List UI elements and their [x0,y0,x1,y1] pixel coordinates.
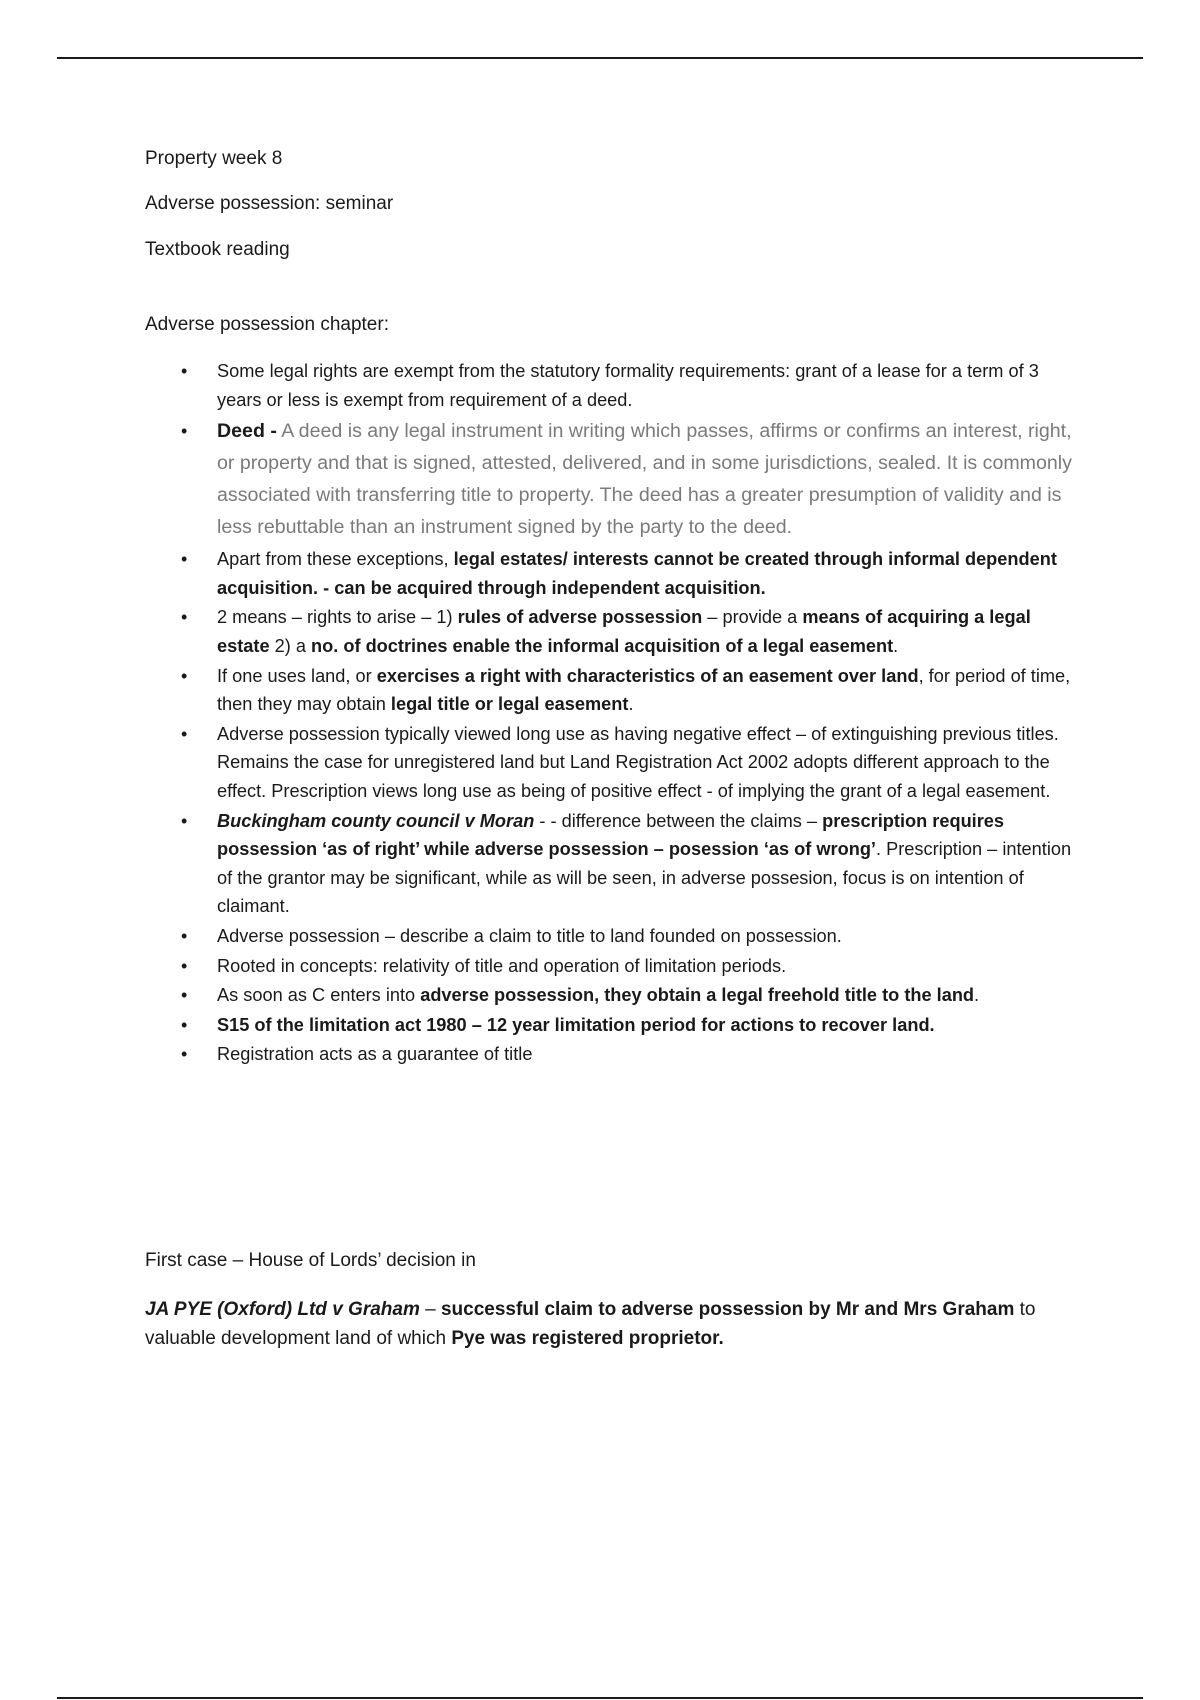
bullet-icon: • [181,607,188,628]
list-item: • Adverse possession typically viewed long use as having negative effect – of extinguishing previous titles. Remains the case for unregistered land but Land Registration Act 2002 adopts different approach to the effect. Prescription views long use as being of positive effect - of implying the grant of a legal easement. [145,720,1087,806]
bullet-icon: • [181,810,188,831]
list-item: • 2 means – rights to arise – 1) rules of adverse possession – provide a means of acquiring a legal estate 2) a no. of doctrines enable the informal acquisition of a legal easement. [145,603,1087,660]
list-item: • As soon as C enters into adverse possession, they obtain a legal freehold title to the land. [145,981,1087,1010]
list-item: • S15 of the limitation act 1980 – 12 year limitation period for actions to recover land. [145,1011,1087,1040]
top-rule [57,57,1143,59]
bullet-icon: • [181,421,188,442]
case-paragraph: JA PYE (Oxford) Ltd v Graham – successful claim to adverse possession by Mr and Mrs Graham to valuable development land of which Pye was registered proprietor. [145,1299,1036,1349]
case-name: JA PYE (Oxford) Ltd v Graham [145,1299,420,1320]
reading-line: Textbook reading [145,239,290,260]
bullet-icon: • [181,361,188,381]
bullet-icon: • [181,549,188,570]
bullet-icon: • [181,1044,188,1065]
list-item: • If one uses land, or exercises a right with characteristics of an easement over land, for period of time, then they may obtain legal title or legal easement. [145,662,1087,719]
bullet-icon: • [181,1014,188,1035]
bullet-list [145,357,1085,1070]
bullet-icon: • [181,665,188,686]
chapter-heading: Adverse possession chapter: [145,314,389,335]
bullet-icon: • [181,723,188,744]
case-intro: First case – House of Lords’ decision in [145,1250,476,1271]
subtitle-line: Adverse possession: seminar [145,193,394,214]
list-item: • Buckingham county council v Moran - - difference between the claims – prescription requires possession ‘as of right’ while adverse possession – posession ‘as of wrong’. Prescription – intention of the grantor may be significant, while as will be seen, in adverse possesion, focus is on intention of claimant. [145,807,1087,921]
list-item: • Some legal rights are exempt from the statutory formality requirements: grant of a lease for a term of 3 years or less is exempt from requirement of a deed. [145,357,1087,414]
bottom-rule [57,1697,1143,1699]
list-item: • Deed - A deed is any legal instrument in writing which passes, affirms or confirms an interest, right, or property and that is signed, attested, delivered, and in some jurisdictions, sealed. It is commonly associated with transferring title to property. The deed has a greater presumption of validity and is less rebuttable than an instrument signed by the party to the deed. [145,415,1087,543]
bullet-icon: • [181,955,188,976]
title-line: Property week 8 [145,148,283,169]
list-item: • Apart from these exceptions, legal estates/ interests cannot be created through informal dependent acquisition. - can be acquired through independent acquisition. [145,545,1087,602]
list-item: • Registration acts as a guarantee of title [145,1040,1087,1069]
bullet-icon: • [181,985,188,1006]
list-item: • Rooted in concepts: relativity of title and operation of limitation periods. [145,952,1087,981]
bullet-icon: • [181,925,188,946]
list-item: • Adverse possession – describe a claim to title to land founded on possession. [145,922,1087,951]
